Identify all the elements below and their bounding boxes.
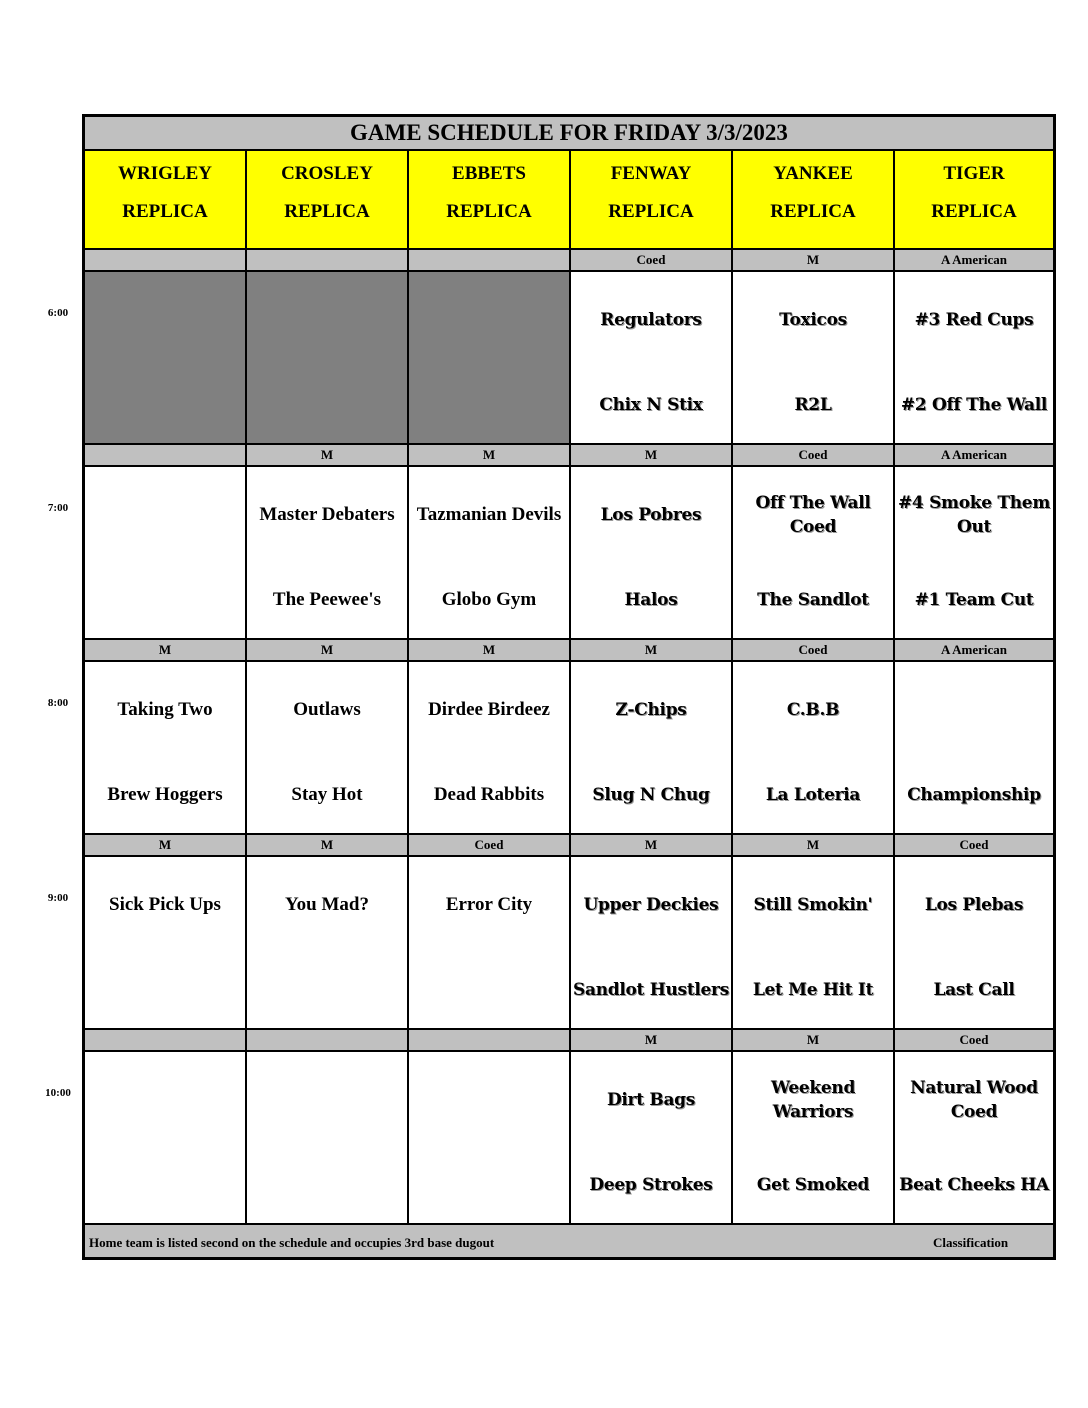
- away-team: #4 Smoke Them Out: [897, 493, 1051, 537]
- home-team: R2L: [794, 395, 832, 415]
- away-team: C.B.B: [786, 700, 840, 720]
- time-label: 8:00: [47, 697, 69, 709]
- classification-cell: M: [247, 835, 409, 857]
- field-header-fenway: [571, 151, 733, 250]
- classification-cell: M: [409, 445, 571, 467]
- field-name: CROSLEY: [281, 163, 373, 184]
- home-team: Globo Gym: [441, 589, 537, 610]
- game-cell: [247, 1052, 409, 1225]
- game-cell: [409, 272, 571, 445]
- away-team: [85, 294, 245, 346]
- classification-cell: M: [409, 640, 571, 662]
- game-cell: [733, 272, 895, 445]
- classification-cell: [85, 445, 247, 467]
- away-team: Regulators: [600, 310, 702, 330]
- game-cell: [247, 467, 409, 640]
- classification-cell: Coed: [895, 835, 1053, 857]
- game-cell: [895, 662, 1053, 835]
- away-team: [409, 1074, 569, 1126]
- schedule-table: [82, 114, 1056, 1260]
- away-team: Los Pobres: [600, 505, 702, 525]
- home-team: Halos: [624, 590, 678, 610]
- game-cell: [733, 1052, 895, 1225]
- away-team: Dirdee Birdeez: [428, 699, 550, 720]
- game-cell: [409, 662, 571, 835]
- game-cell: [733, 857, 895, 1030]
- classification-cell: [85, 250, 247, 272]
- field-name: YANKEE: [773, 163, 853, 184]
- time-label: 10:00: [45, 1087, 71, 1099]
- game-cell: [571, 1052, 733, 1225]
- game-cell: [571, 467, 733, 640]
- schedule-title-text: GAME SCHEDULE FOR FRIDAY 3/3/2023: [350, 120, 788, 145]
- home-team: #2 Off The Wall: [900, 395, 1048, 415]
- away-team: [85, 489, 245, 541]
- home-team: The Sandlot: [757, 590, 869, 610]
- classification-cell: Coed: [571, 250, 733, 272]
- away-team: Weekend Warriors: [770, 1078, 856, 1122]
- field-header-ebbets: [409, 151, 571, 250]
- away-team: Natural Wood Coed: [910, 1078, 1038, 1122]
- home-team: Sandlot Hustlers: [573, 980, 729, 1000]
- game-cell: [571, 857, 733, 1030]
- classification-cell: M: [571, 445, 733, 467]
- home-team: Beat Cheeks HA: [899, 1175, 1049, 1195]
- away-team: [247, 294, 407, 346]
- home-team: Championship: [907, 785, 1041, 805]
- game-cell: [733, 467, 895, 640]
- home-team: Dead Rabbits: [433, 784, 545, 805]
- field-subtitle: REPLICA: [931, 201, 1017, 222]
- classification-cell: M: [733, 250, 895, 272]
- classification-cell: M: [571, 1030, 733, 1052]
- game-cell: [409, 467, 571, 640]
- game-cell: [85, 272, 247, 445]
- classification-cell: Coed: [733, 445, 895, 467]
- away-team: Los Plebas: [924, 895, 1024, 915]
- away-team: You Mad?: [285, 894, 369, 915]
- classification-cell: M: [85, 835, 247, 857]
- game-cell: [247, 272, 409, 445]
- schedule-title: [85, 117, 1053, 151]
- game-cell: [895, 1052, 1053, 1225]
- field-header-tiger: [895, 151, 1053, 250]
- away-team: Toxicos: [779, 310, 847, 330]
- home-team: #1 Team Cut: [914, 590, 1034, 610]
- game-cell: [85, 467, 247, 640]
- classification-cell: Coed: [409, 835, 571, 857]
- classification-cell: [247, 1030, 409, 1052]
- classification-cell: [409, 1030, 571, 1052]
- home-team: [247, 964, 407, 1016]
- classification-cell: M: [733, 835, 895, 857]
- away-team: Z-Chips: [615, 700, 687, 720]
- classification-cell: M: [247, 640, 409, 662]
- field-name: TIGER: [943, 163, 1005, 184]
- home-team: [85, 379, 245, 431]
- field-header-wrigley: [85, 151, 247, 250]
- game-cell: [409, 857, 571, 1030]
- classification-cell: [85, 1030, 247, 1052]
- home-team: Let Me Hit It: [752, 980, 874, 1000]
- game-cell: [409, 1052, 571, 1225]
- classification-cell: M: [733, 1030, 895, 1052]
- home-team: Chix N Stix: [599, 395, 703, 415]
- classification-cell: Coed: [733, 640, 895, 662]
- home-team: [85, 964, 245, 1016]
- time-label: 9:00: [47, 892, 69, 904]
- game-cell: [247, 857, 409, 1030]
- time-label: 7:00: [47, 502, 69, 514]
- game-cell: [247, 662, 409, 835]
- away-team: Dirt Bags: [606, 1090, 696, 1110]
- home-team: Stay Hot: [291, 784, 363, 805]
- away-team: Tazmanian Devils: [416, 504, 562, 525]
- home-team: [247, 1159, 407, 1211]
- away-team: #3 Red Cups: [914, 310, 1034, 330]
- field-subtitle: REPLICA: [284, 201, 370, 222]
- away-team: [85, 1074, 245, 1126]
- game-cell: [571, 662, 733, 835]
- away-team: Off The Wall Coed: [755, 493, 871, 537]
- field-name: FENWAY: [610, 163, 692, 184]
- home-team: [85, 1159, 245, 1211]
- home-team: [409, 964, 569, 1016]
- home-team: [247, 379, 407, 431]
- game-cell: [85, 1052, 247, 1225]
- home-team: La Loteria: [765, 785, 861, 805]
- away-team: [247, 1074, 407, 1126]
- classification-cell: [409, 250, 571, 272]
- field-subtitle: REPLICA: [608, 201, 694, 222]
- field-header-crosley: [247, 151, 409, 250]
- home-team: [409, 1159, 569, 1211]
- classification-cell: [247, 250, 409, 272]
- field-subtitle: REPLICA: [770, 201, 856, 222]
- classification-cell: Coed: [895, 1030, 1053, 1052]
- field-header-yankee: [733, 151, 895, 250]
- home-team: Deep Strokes: [589, 1175, 713, 1195]
- game-cell: [571, 272, 733, 445]
- game-cell: [895, 467, 1053, 640]
- away-team: Taking Two: [117, 699, 213, 720]
- game-cell: [895, 272, 1053, 445]
- field-subtitle: REPLICA: [122, 201, 208, 222]
- classification-cell: M: [247, 445, 409, 467]
- game-cell: [85, 857, 247, 1030]
- home-team: [409, 379, 569, 431]
- classification-cell: A American: [895, 445, 1053, 467]
- classification-cell: M: [571, 640, 733, 662]
- classification-cell: M: [571, 835, 733, 857]
- field-name: EBBETS: [452, 163, 526, 184]
- away-team: Outlaws: [293, 699, 361, 720]
- home-team: [85, 574, 245, 626]
- home-team: Last Call: [933, 980, 1015, 1000]
- classification-cell: A American: [895, 250, 1053, 272]
- time-label: 6:00: [47, 307, 69, 319]
- classification-cell: M: [85, 640, 247, 662]
- away-team: Master Debaters: [259, 504, 395, 525]
- home-team: The Peewee's: [272, 589, 382, 610]
- classification-cell: A American: [895, 640, 1053, 662]
- home-team: Get Smoked: [756, 1175, 870, 1195]
- away-team: Error City: [445, 894, 533, 915]
- home-team: Brew Hoggers: [107, 784, 223, 805]
- classification-legend: Classification: [933, 1235, 1009, 1250]
- away-team: Sick Pick Ups: [109, 894, 221, 915]
- away-team: [895, 684, 1053, 736]
- home-team-note: Home team is listed second on the schedule and occupies 3rd base dugout: [89, 1235, 495, 1250]
- schedule-footer: [85, 1225, 1053, 1257]
- field-name: WRIGLEY: [118, 163, 212, 184]
- away-team: [409, 294, 569, 346]
- game-cell: [895, 857, 1053, 1030]
- away-team: Upper Deckies: [583, 895, 719, 915]
- field-subtitle: REPLICA: [446, 201, 532, 222]
- home-team: Slug N Chug: [592, 785, 710, 805]
- game-cell: [733, 662, 895, 835]
- away-team: Still Smokin': [753, 895, 873, 915]
- game-cell: [85, 662, 247, 835]
